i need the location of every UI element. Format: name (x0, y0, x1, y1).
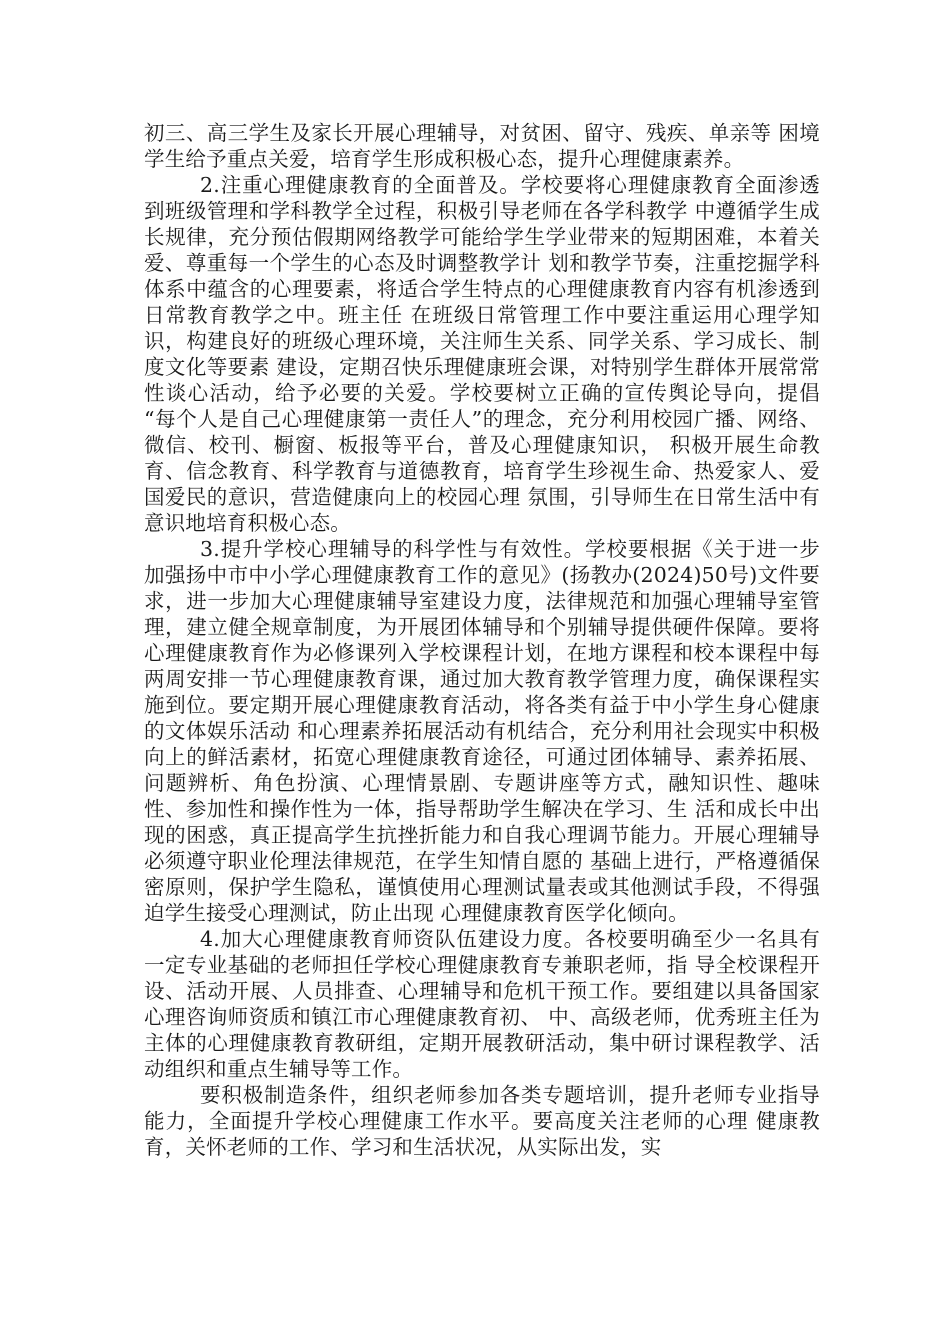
paragraph-continuation: 初三、高三学生及家长开展心理辅导，对贫困、留守、残疾、单亲等 困境学生给予重点关爱，培育学生形成积极心态，提升心理健康素养。 (144, 121, 820, 171)
paragraph-point-2: 2.注重心理健康教育的全面普及。学校要将心理健康教育全面渗透到班级管理和学科教学全过程，积极引导老师在各学科教学 中遵循学生成长规律，充分预估假期网络教学可能给学生学业带来的短期困难，本着关爱、尊重每一个学生的心态及时调整教学计 划和教学节奏，注重挖掘学科体系中蕴含的心理要素，将适合学生特点的心理健康教育内容有机渗透到日常教育教学之中。班主任 在班级日常管理工作中要注重运用心理学知识，构建良好的班级心理环境，关注师生关系、同学关系、学习成长、制度文化等要素 建设，定期召快乐理健康班会课，对特别学生群体开展常常性谈心活动，给予必要的关爱。学校要树立正确的宣传舆论导向，提倡 “每个人是自己心理健康第一责任人”的理念，充分利用校园广播、网络、微信、校刊、橱窗、板报等平台，普及心理健康知识， 积极开展生命教育、信念教育、科学教育与道德教育，培育学生珍视生命、热爱家人、爱国爱民的意识，营造健康向上的校园心理 氛围，引导师生在日常生活中有意识地培育积极心态。 (144, 173, 820, 535)
paragraph-point-3: 3.提升学校心理辅导的科学性与有效性。学校要根据《关于进一步加强扬中市中小学心理健康教育工作的意见》(扬教办(2024)50号)文件要求，进一步加大心理健康辅导室建设力度，法律规范和加强心理辅导室管理，建立健全规章制度，为开展团体辅导和个别辅导提供硬件保障。要将心理健康教育作为必修课列入学校课程计划，在地方课程和校本课程中每两周安排一节心理健康教育课，通过加大教育教学管理力度，确保课程实施到位。要定期开展心理健康教育活动，将各类有益于中小学生身心健康的文体娱乐活动 和心理素养拓展活动有机结合，充分利用社会现实中积极向上的鲜活素材，拓宽心理健康教育途径，可通过团体辅导、素养拓展、 问题辨析、角色扮演、心理情景剧、专题讲座等方式，融知识性、趣味性、参加性和操作性为一体，指导帮助学生解决在学习、生 活和成长中出现的困惑，真正提高学生抗挫折能力和自我心理调节能力。开展心理辅导必须遵守职业伦理法律规范，在学生知情自愿的 基础上进行，严格遵循保密原则，保护学生隐私，谨慎使用心理测试量表或其他测试手段，不得强迫学生接受心理测试，防止出现 心理健康教育医学化倾向。 (144, 537, 820, 925)
document-body (144, 120, 820, 1160)
paragraph-point-4: 4.加大心理健康教育师资队伍建设力度。各校要明确至少一名具有一定专业基础的老师担任学校心理健康教育专兼职老师，指 导全校课程开设、活动开展、人员排查、心理辅导和危机干预工作。要组建以具备国家心理咨询师资质和镇江市心理健康教育初、 中、高级老师，优秀班主任为主体的心理健康教育教研组，定期开展教研活动，集中研讨课程教学、活动组织和重点生辅导等工作。 (144, 927, 820, 1081)
paragraph-training: 要积极制造条件，组织老师参加各类专题培训，提升老师专业指导能力，全面提升学校心理健康工作水平。要高度关注老师的心理 健康教育，关怀老师的工作、学习和生活状况，从实际出发，实 (144, 1083, 820, 1159)
